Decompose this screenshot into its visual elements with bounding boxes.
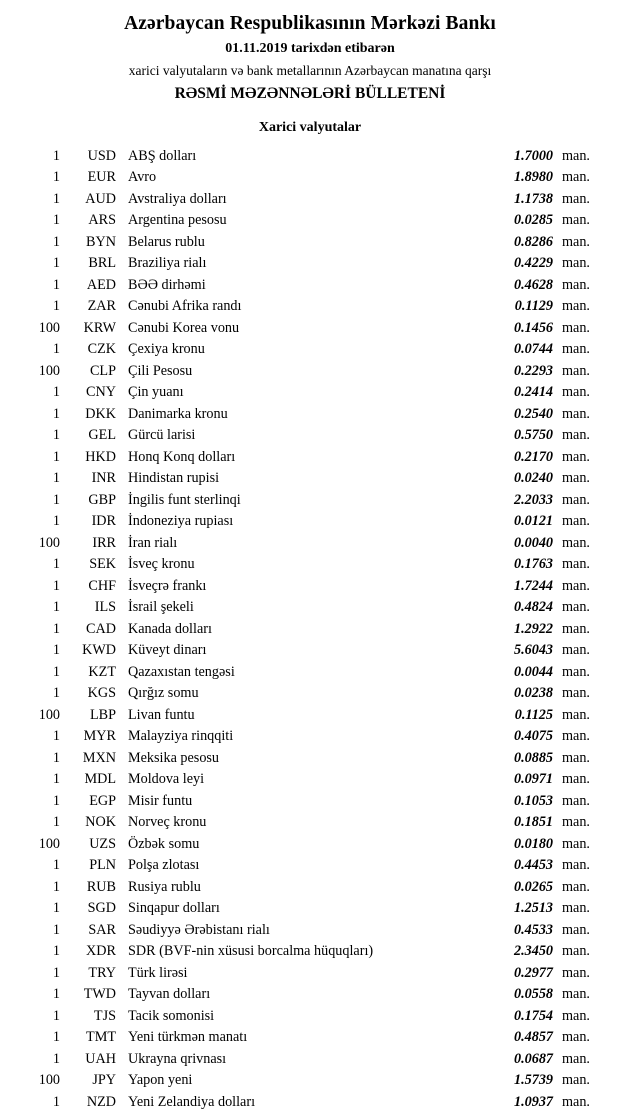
currency-rate: 0.1456 [513, 319, 553, 336]
currency-name: Türk lirəsi [128, 964, 188, 981]
currency-unit-label: man. [562, 1072, 590, 1089]
currency-code: AUD [85, 190, 116, 207]
table-row [18, 296, 602, 318]
currency-unit-label: man. [562, 212, 590, 229]
currency-name: Tacik somonisi [128, 1007, 215, 1024]
table-row [18, 855, 602, 877]
currency-rate: 0.2293 [513, 362, 553, 379]
currency-units: 1 [52, 470, 60, 487]
currency-units: 1 [52, 341, 60, 358]
currency-name: Özbək somu [128, 835, 200, 852]
table-row [18, 898, 602, 920]
table-row [18, 189, 602, 211]
currency-rate: 0.1053 [513, 792, 553, 809]
currency-unit-label: man. [562, 513, 590, 530]
currency-units: 1 [52, 814, 60, 831]
currency-units: 1 [52, 491, 60, 508]
currency-code: MXN [82, 749, 116, 766]
table-row [18, 511, 602, 533]
currency-units: 1 [52, 556, 60, 573]
table-row [18, 1092, 602, 1114]
currency-units: 1 [52, 1050, 60, 1067]
currency-code: JPY [92, 1072, 116, 1089]
currency-rate: 5.6043 [513, 642, 553, 659]
currency-name: Misir funtu [128, 792, 193, 809]
currency-code: IRR [92, 534, 116, 551]
currency-unit-label: man. [562, 1093, 590, 1110]
currency-rate: 0.2170 [513, 448, 553, 465]
currency-code: KGS [87, 685, 116, 702]
currency-units: 1 [52, 878, 60, 895]
currency-unit-label: man. [562, 534, 590, 551]
document-header [18, 12, 602, 104]
currency-name: Tayvan dolları [128, 986, 211, 1003]
currency-rate: 0.0971 [513, 771, 553, 788]
table-row [18, 662, 602, 684]
currency-code: BYN [86, 233, 116, 250]
currency-rate: 1.0937 [513, 1093, 553, 1110]
bank-title: Azərbaycan Respublikasının Mərkəzi Bankı [124, 13, 496, 34]
currency-unit-label: man. [562, 470, 590, 487]
currency-name: Avstraliya dolları [128, 190, 227, 207]
currency-units: 1 [52, 857, 60, 874]
currency-name: SDR (BVF-nin xüsusi borcalma hüquqları) [128, 943, 374, 960]
currency-unit-label: man. [562, 190, 590, 207]
currency-rate: 1.8980 [513, 169, 553, 186]
currency-unit-label: man. [562, 427, 590, 444]
currency-unit-label: man. [562, 749, 590, 766]
currency-unit-label: man. [562, 900, 590, 917]
currency-code: SEK [89, 556, 116, 573]
currency-name: Malayziya rinqqiti [128, 728, 234, 745]
currency-unit-label: man. [562, 319, 590, 336]
currency-name: İsveç kronu [128, 556, 195, 573]
currency-unit-label: man. [562, 835, 590, 852]
currency-code: UAH [85, 1050, 116, 1067]
table-row [18, 339, 602, 361]
currency-units: 100 [38, 706, 60, 723]
currency-code: SAR [88, 921, 116, 938]
currency-unit-label: man. [562, 685, 590, 702]
currency-rate: 0.1763 [513, 556, 553, 573]
currency-code: GEL [88, 427, 116, 444]
currency-units: 1 [52, 276, 60, 293]
currency-units: 1 [52, 900, 60, 917]
currency-unit-label: man. [562, 405, 590, 422]
table-row [18, 404, 602, 426]
currency-units: 1 [52, 448, 60, 465]
currency-rate: 0.4857 [513, 1029, 553, 1046]
currency-code: CNY [86, 384, 116, 401]
currency-code: KZT [88, 663, 116, 680]
currency-units: 1 [52, 169, 60, 186]
currency-units: 1 [52, 233, 60, 250]
currency-name: BƏƏ dirhəmi [128, 276, 206, 293]
currency-unit-label: man. [562, 921, 590, 938]
table-row [18, 1070, 602, 1092]
currency-rate: 1.2922 [513, 620, 553, 637]
currency-code: CHF [88, 577, 116, 594]
currency-rate: 0.5750 [513, 427, 553, 444]
currency-units: 1 [52, 921, 60, 938]
currency-rate: 0.0040 [513, 534, 553, 551]
currency-name: Yeni Zelandiya dolları [128, 1093, 256, 1110]
currency-code: IDR [91, 513, 116, 530]
currency-name: Belarus rublu [128, 233, 205, 250]
currency-name: İngilis funt sterlinqi [128, 491, 241, 508]
currency-rate: 1.1738 [513, 190, 553, 207]
table-row [18, 1027, 602, 1049]
currency-name: Argentina pesosu [128, 212, 227, 229]
table-row [18, 533, 602, 555]
table-row [18, 210, 602, 232]
currency-rate: 0.0121 [513, 513, 553, 530]
currency-unit-label: man. [562, 1050, 590, 1067]
table-row [18, 640, 602, 662]
currency-unit-label: man. [562, 169, 590, 186]
currency-code: HKD [85, 448, 116, 465]
currency-units: 1 [52, 685, 60, 702]
currency-units: 1 [52, 1007, 60, 1024]
currency-units: 1 [52, 147, 60, 164]
currency-code: GBP [88, 491, 116, 508]
currency-unit-label: man. [562, 642, 590, 659]
currency-rate: 0.0238 [513, 685, 553, 702]
currency-units: 100 [38, 534, 60, 551]
currency-rate: 0.4453 [513, 857, 553, 874]
currency-name: Hindistan rupisi [128, 470, 220, 487]
table-row [18, 146, 602, 168]
table-row [18, 275, 602, 297]
currency-name: Meksika pesosu [128, 749, 220, 766]
currency-code: BRL [88, 255, 116, 272]
table-row [18, 963, 602, 985]
currency-units: 1 [52, 663, 60, 680]
currency-code: AED [86, 276, 116, 293]
currency-code: ARS [88, 212, 116, 229]
currency-name: Çexiya kronu [128, 341, 205, 358]
table-row [18, 232, 602, 254]
table-row [18, 812, 602, 834]
currency-rate: 0.0044 [513, 663, 553, 680]
currency-code: KWD [82, 642, 116, 659]
currency-unit-label: man. [562, 706, 590, 723]
document-subtitle: xarici valyutaların və bank metallarının Azərbaycan manatına qarşı [128, 63, 492, 79]
table-row [18, 683, 602, 705]
currency-units: 1 [52, 427, 60, 444]
currency-rate: 0.0265 [513, 878, 553, 895]
currency-unit-label: man. [562, 814, 590, 831]
currency-units: 1 [52, 384, 60, 401]
currency-unit-label: man. [562, 298, 590, 315]
currency-name: Polşa zlotası [128, 857, 200, 874]
currency-units: 1 [52, 513, 60, 530]
currency-unit-label: man. [562, 255, 590, 272]
currency-name: İndoneziya rupiası [128, 513, 234, 530]
currency-code: PLN [89, 857, 116, 874]
table-row [18, 920, 602, 942]
table-row [18, 597, 602, 619]
currency-name: Çin yuanı [128, 384, 184, 401]
currency-rates-table [18, 146, 602, 1114]
currency-name: Ukrayna qrivnası [128, 1050, 227, 1067]
currency-units: 1 [52, 298, 60, 315]
table-row [18, 619, 602, 641]
currency-units: 1 [52, 792, 60, 809]
currency-units: 1 [52, 1029, 60, 1046]
currency-name: İsrail şekeli [128, 599, 194, 616]
currency-units: 1 [52, 255, 60, 272]
currency-rate: 0.1129 [514, 298, 553, 315]
currency-name: İsveçrə frankı [128, 577, 207, 594]
currency-code: DKK [85, 405, 116, 422]
currency-unit-label: man. [562, 964, 590, 981]
currency-name: İran rialı [128, 534, 178, 551]
currency-code: EUR [87, 169, 116, 186]
currency-unit-label: man. [562, 1029, 590, 1046]
table-row [18, 167, 602, 189]
currency-name: Avro [128, 169, 157, 186]
currency-name: Moldova leyi [128, 771, 205, 788]
currency-code: UZS [89, 835, 116, 852]
currency-code: KRW [83, 319, 116, 336]
currency-name: Qazaxıstan tengəsi [128, 663, 235, 680]
currency-unit-label: man. [562, 943, 590, 960]
currency-name: Norveç kronu [128, 814, 207, 831]
currency-code: LBP [89, 706, 116, 723]
currency-code: XDR [86, 943, 116, 960]
currency-rate: 0.4628 [513, 276, 553, 293]
currency-code: ILS [94, 599, 116, 616]
currency-rate: 0.8286 [513, 233, 553, 250]
currency-name: Sinqapur dolları [128, 900, 220, 917]
currency-code: TWD [83, 986, 116, 1003]
currency-name: Danimarka kronu [128, 405, 228, 422]
table-row [18, 791, 602, 813]
currency-rate: 0.0240 [513, 470, 553, 487]
currency-rate: 0.1851 [513, 814, 553, 831]
section-title-foreign-currencies: Xarici valyutalar [258, 119, 362, 135]
table-row [18, 877, 602, 899]
currency-units: 1 [52, 577, 60, 594]
currency-code: TRY [88, 964, 116, 981]
currency-unit-label: man. [562, 986, 590, 1003]
currency-units: 1 [52, 190, 60, 207]
currency-rate: 0.4075 [513, 728, 553, 745]
currency-units: 100 [38, 362, 60, 379]
currency-rate: 1.5739 [513, 1072, 553, 1089]
currency-name: Yapon yeni [128, 1072, 193, 1089]
currency-name: Qırğız somu [128, 685, 199, 702]
currency-rate: 0.0180 [513, 835, 553, 852]
table-row [18, 1049, 602, 1071]
currency-units: 1 [52, 212, 60, 229]
currency-rate: 1.7244 [513, 577, 553, 594]
currency-unit-label: man. [562, 878, 590, 895]
table-row [18, 769, 602, 791]
currency-name: Səudiyyə Ərəbistanı rialı [128, 921, 270, 938]
currency-code: MDL [84, 771, 116, 788]
currency-rate: 0.2414 [513, 384, 553, 401]
currency-unit-label: man. [562, 147, 590, 164]
currency-units: 100 [38, 835, 60, 852]
currency-rate: 2.2033 [513, 491, 553, 508]
table-row [18, 1006, 602, 1028]
table-row [18, 984, 602, 1006]
table-row [18, 361, 602, 383]
currency-code: RUB [86, 878, 116, 895]
currency-rate: 0.1125 [514, 706, 553, 723]
table-row [18, 468, 602, 490]
currency-unit-label: man. [562, 276, 590, 293]
table-row [18, 447, 602, 469]
currency-code: NZD [86, 1093, 116, 1110]
table-row [18, 382, 602, 404]
currency-units: 100 [38, 319, 60, 336]
currency-code: EGP [89, 792, 116, 809]
currency-name: Braziliya rialı [128, 255, 207, 272]
currency-code: USD [87, 147, 116, 164]
currency-units: 1 [52, 599, 60, 616]
currency-name: Gürcü larisi [128, 427, 196, 444]
currency-unit-label: man. [562, 857, 590, 874]
currency-code: TJS [93, 1007, 116, 1024]
currency-unit-label: man. [562, 233, 590, 250]
currency-code: CLP [89, 362, 116, 379]
table-row [18, 425, 602, 447]
table-row [18, 748, 602, 770]
currency-units: 1 [52, 964, 60, 981]
currency-name: Çili Pesosu [128, 362, 193, 379]
currency-units: 100 [38, 1072, 60, 1089]
currency-unit-label: man. [562, 728, 590, 745]
bulletin-title: RƏSMİ MƏZƏNNƏLƏRİ BÜLLETENİ [174, 85, 446, 103]
currency-code: MYR [83, 728, 116, 745]
currency-name: Rusiya rublu [128, 878, 201, 895]
currency-unit-label: man. [562, 556, 590, 573]
currency-units: 1 [52, 749, 60, 766]
currency-units: 1 [52, 771, 60, 788]
currency-units: 1 [52, 620, 60, 637]
currency-rate: 0.0687 [513, 1050, 553, 1067]
table-row [18, 253, 602, 275]
currency-rate: 1.2513 [513, 900, 553, 917]
table-row [18, 726, 602, 748]
currency-unit-label: man. [562, 792, 590, 809]
currency-unit-label: man. [562, 341, 590, 358]
currency-code: SGD [87, 900, 116, 917]
effective-date: 01.11.2019 tarixdən etibarən [225, 41, 395, 57]
currency-units: 1 [52, 986, 60, 1003]
currency-rate: 1.7000 [513, 147, 553, 164]
table-row [18, 554, 602, 576]
currency-code: NOK [85, 814, 116, 831]
currency-unit-label: man. [562, 771, 590, 788]
currency-code: INR [91, 470, 116, 487]
table-row [18, 705, 602, 727]
currency-unit-label: man. [562, 448, 590, 465]
currency-name: Cənubi Afrika randı [128, 298, 242, 315]
table-row [18, 576, 602, 598]
currency-rate: 0.0885 [513, 749, 553, 766]
currency-rate: 0.2977 [513, 964, 553, 981]
currency-rate: 0.4824 [513, 599, 553, 616]
currency-units: 1 [52, 642, 60, 659]
currency-code: CAD [86, 620, 116, 637]
currency-rate: 0.0285 [513, 212, 553, 229]
currency-name: Livan funtu [128, 706, 195, 723]
currency-code: CZK [87, 341, 116, 358]
currency-units: 1 [52, 943, 60, 960]
currency-rate: 0.2540 [513, 405, 553, 422]
currency-units: 1 [52, 405, 60, 422]
currency-unit-label: man. [562, 599, 590, 616]
table-row [18, 490, 602, 512]
currency-name: Küveyt dinarı [128, 642, 207, 659]
currency-rate: 0.1754 [513, 1007, 553, 1024]
currency-rate: 0.4229 [513, 255, 553, 272]
currency-name: Kanada dolları [128, 620, 212, 637]
currency-unit-label: man. [562, 663, 590, 680]
currency-rate: 0.0744 [513, 341, 553, 358]
currency-unit-label: man. [562, 1007, 590, 1024]
currency-name: Cənubi Korea vonu [128, 319, 240, 336]
currency-name: ABŞ dolları [128, 147, 197, 164]
currency-name: Yeni türkmən manatı [128, 1029, 248, 1046]
currency-rate: 0.4533 [513, 921, 553, 938]
table-row [18, 318, 602, 340]
currency-rate: 0.0558 [513, 986, 553, 1003]
currency-unit-label: man. [562, 620, 590, 637]
table-row [18, 941, 602, 963]
currency-rate: 2.3450 [513, 943, 553, 960]
currency-name: Honq Konq dolları [128, 448, 236, 465]
currency-unit-label: man. [562, 384, 590, 401]
table-row [18, 834, 602, 856]
currency-units: 1 [52, 728, 60, 745]
currency-code: ZAR [87, 298, 116, 315]
currency-unit-label: man. [562, 362, 590, 379]
currency-unit-label: man. [562, 491, 590, 508]
currency-code: TMT [86, 1029, 116, 1046]
currency-units: 1 [52, 1093, 60, 1110]
currency-unit-label: man. [562, 577, 590, 594]
